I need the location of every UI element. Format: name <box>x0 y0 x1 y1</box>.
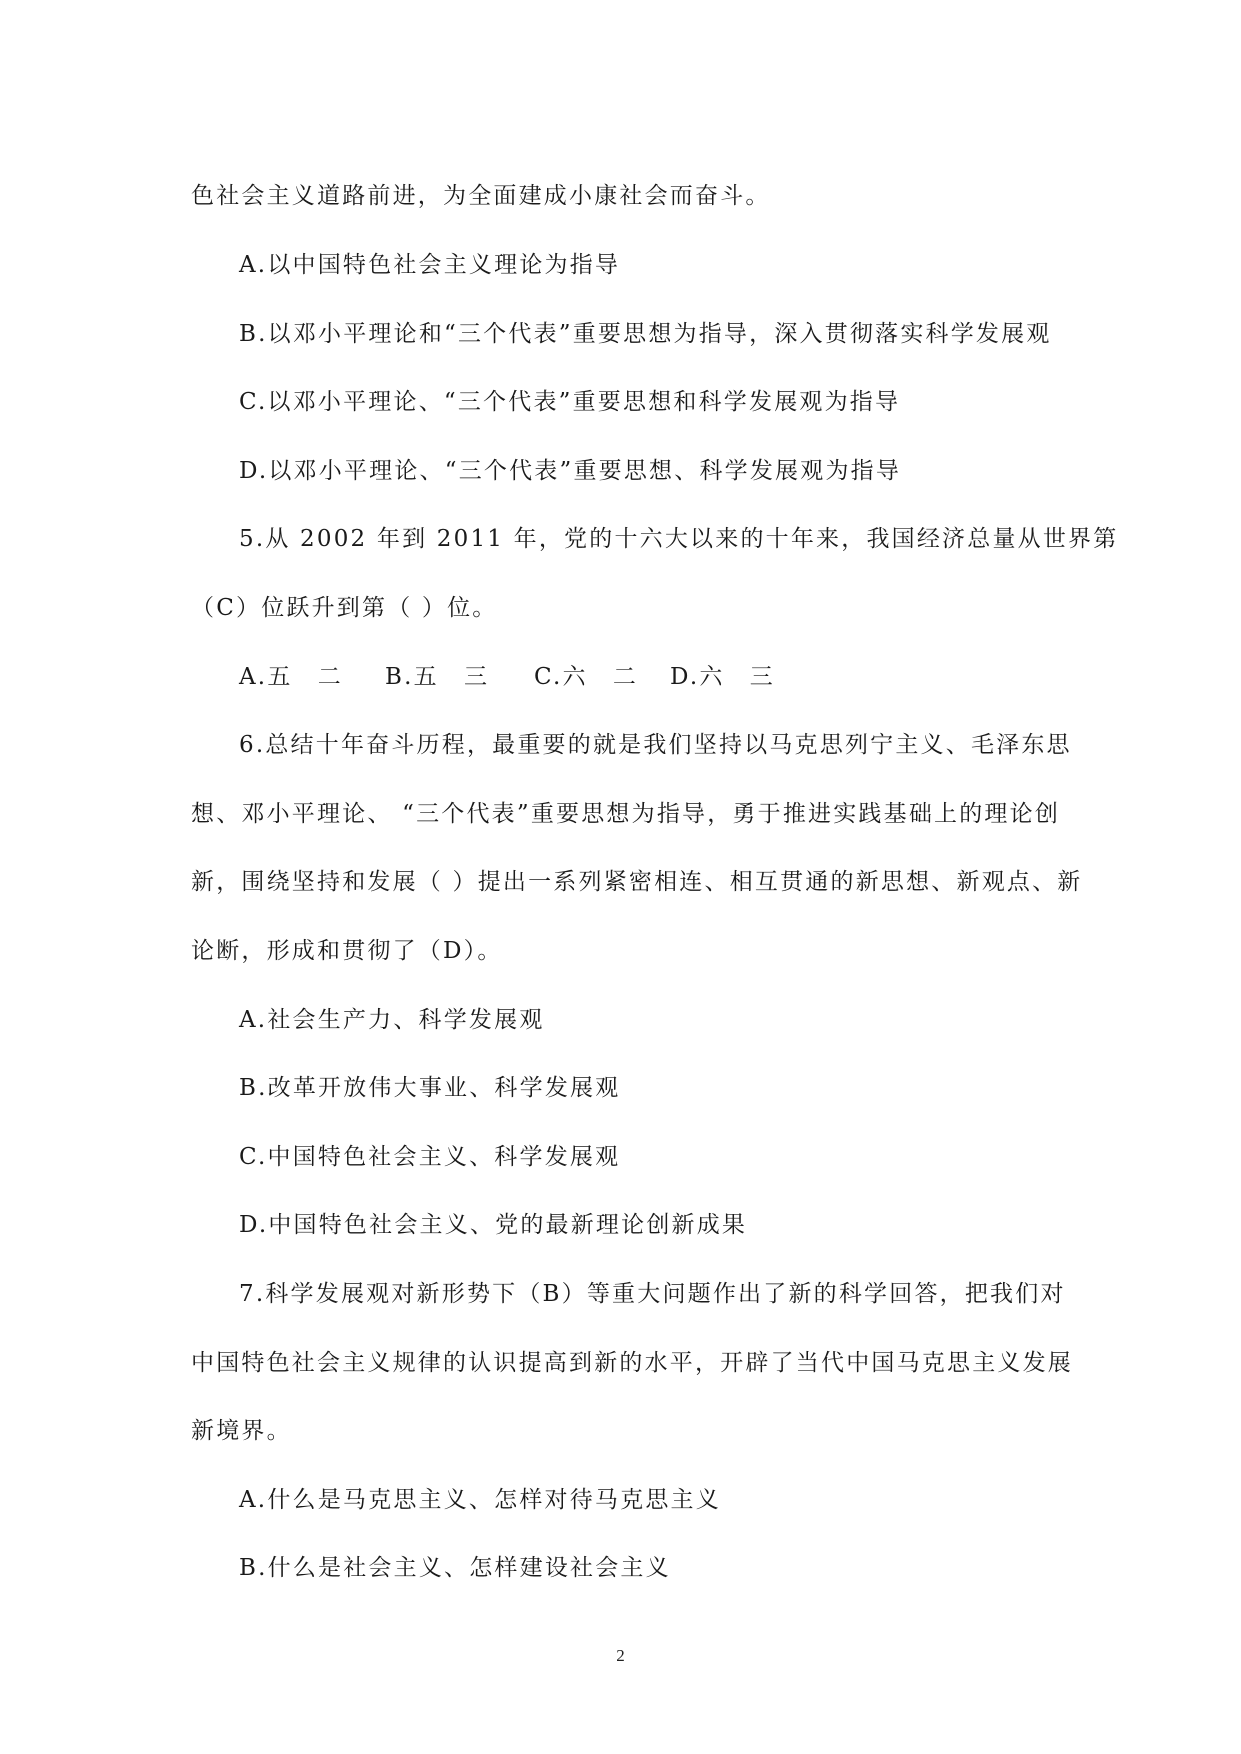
q6-question: 6.总结十年奋斗历程，最重要的就是我们坚持以马克思列宁主义、毛泽东思 <box>239 732 1072 758</box>
q6-option-d: D.中国特色社会主义、党的最新理论创新成果 <box>239 1212 748 1238</box>
q4-option-c: C.以邓小平理论、“三个代表”重要思想和科学发展观为指导 <box>239 389 901 415</box>
page-number: 2 <box>616 1646 625 1665</box>
q7-question-continued: 中国特色社会主义规律的认识提高到新的水平，开辟了当代中国马克思主义发展 <box>191 1350 1073 1376</box>
q7-option-b: B.什么是社会主义、怎样建设社会主义 <box>239 1555 671 1581</box>
q6-option-a: A.社会生产力、科学发展观 <box>239 1007 545 1033</box>
q4-option-d: D.以邓小平理论、“三个代表”重要思想、科学发展观为指导 <box>239 458 902 484</box>
q5-question: 5.从 2002 年到 2011 年，党的十六大以来的十年来，我国经济总量从世界第 <box>239 526 1119 552</box>
q7-option-a: A.什么是马克思主义、怎样对待马克思主义 <box>239 1487 721 1513</box>
q6-question-continued: 新，围绕坚持和发展（ ）提出一系列紧密相连、相互贯通的新思想、新观点、新 <box>191 869 1083 895</box>
q6-option-c: C.中国特色社会主义、科学发展观 <box>239 1144 621 1170</box>
q5-option-d: D.六 三 <box>670 664 775 690</box>
q6-question-continued: 论断，形成和贯彻了（D）。 <box>191 938 503 964</box>
text-line: 色社会主义道路前进，为全面建成小康社会而奋斗。 <box>191 183 771 209</box>
q5-options <box>239 662 775 692</box>
q6-option-b: B.改革开放伟大事业、科学发展观 <box>239 1075 621 1101</box>
q5-option-b: B.五 三 <box>385 664 490 690</box>
q7-question: 7.科学发展观对新形势下（B）等重大问题作出了新的科学回答，把我们对 <box>239 1281 1066 1307</box>
q6-question-continued: 想、邓小平理论、 “三个代表”重要思想为指导，勇于推进实践基础上的理论创 <box>191 801 1061 827</box>
q5-question-continued: （C）位跃升到第（ ）位。 <box>191 595 498 621</box>
q4-option-a: A.以中国特色社会主义理论为指导 <box>239 252 621 278</box>
q5-option-c: C.六 二 <box>534 664 639 690</box>
q4-option-b: B.以邓小平理论和“三个代表”重要思想为指导，深入贯彻落实科学发展观 <box>239 321 1052 347</box>
q7-question-continued: 新境界。 <box>191 1418 292 1444</box>
q5-option-a: A.五 二 <box>239 664 343 690</box>
